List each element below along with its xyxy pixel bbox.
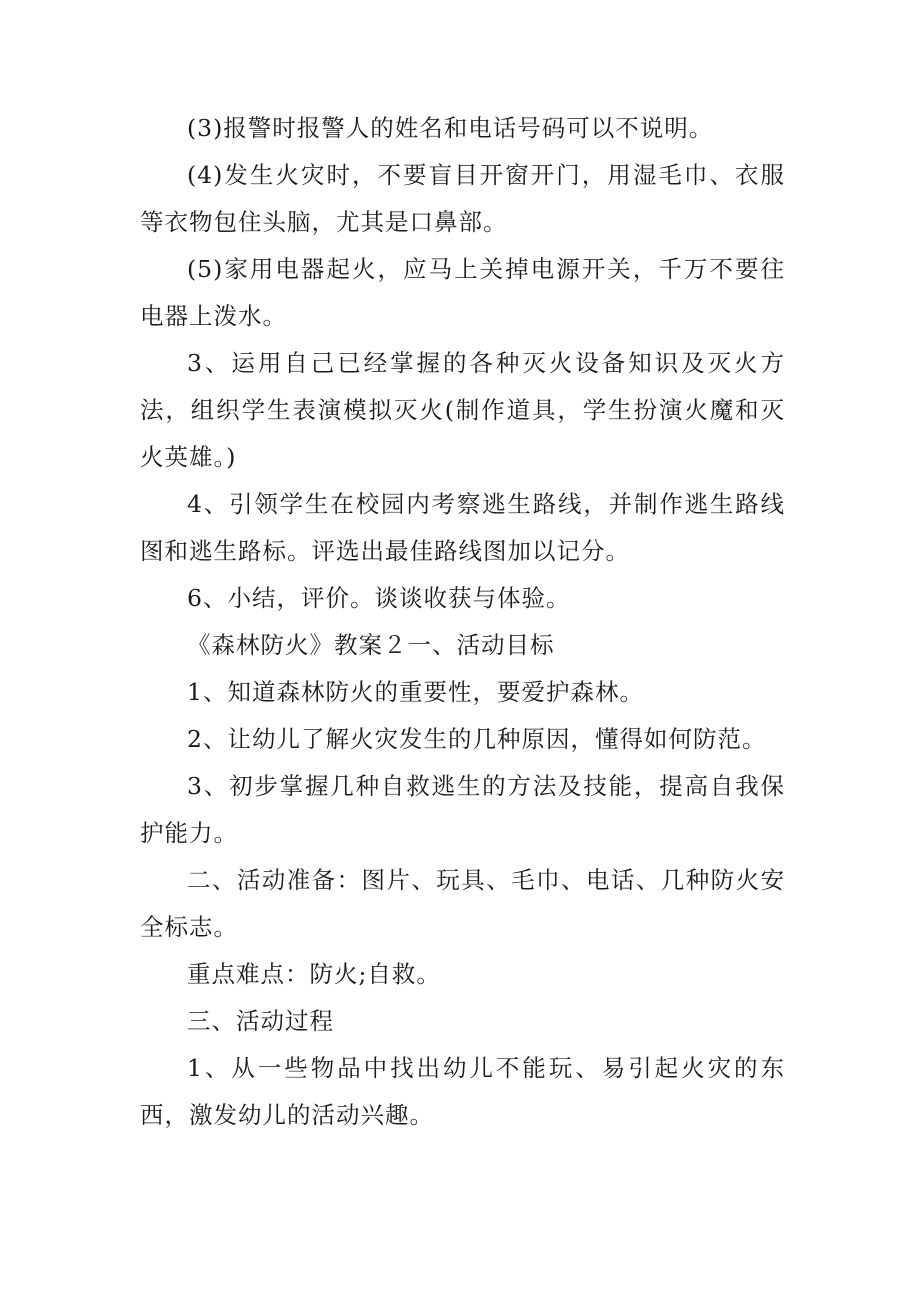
paragraph-appliance-fire-5: (5)家用电器起火，应马上关掉电源开关，千万不要往电器上泼水。 [140, 255, 785, 330]
paragraph-preparation: 二、活动准备：图片、玩具、毛巾、电话、几种防火安全标志。 [140, 866, 785, 941]
paragraph-escape-route: 4、引领学生在校园内考察逃生路线，并制作逃生路线图和逃生路标。评选出最佳路线图加以记分。 [140, 490, 785, 565]
paragraph-goal-2: 2、让幼儿了解火灾发生的几种原因，懂得如何防范。 [187, 725, 767, 753]
paragraph-process-step-1: 1、从一些物品中找出幼儿不能玩、易引起火灾的东西，激发幼儿的活动兴趣。 [140, 1054, 785, 1129]
paragraph-process-heading: 三、活动过程 [187, 1007, 334, 1035]
paragraph-lesson-heading: 《森林防火》教案２一、活动目标 [187, 631, 555, 659]
paragraph-summary: 6、小结，评价。谈谈收获与体验。 [187, 584, 571, 612]
paragraph-firefighting-drill: 3、运用自己已经掌握的各种灭火设备知识及灭火方法，组织学生表演模拟灭火(制作道具，学生扮演火魔和灭火英雄。) [140, 349, 785, 471]
paragraph-goal-1: 1、知道森林防火的重要性，要爱护森林。 [187, 678, 644, 706]
document-body [140, 105, 785, 1139]
paragraph-key-points: 重点难点：防火;自救。 [187, 960, 441, 988]
paragraph-fire-escape-4: (4)发生火灾时，不要盲目开窗开门，用湿毛巾、衣服等衣物包住头脑，尤其是口鼻部。 [140, 161, 785, 236]
paragraph-emergency-call-3: (3)报警时报警人的姓名和电话号码可以不说明。 [187, 114, 714, 142]
paragraph-goal-3: 3、初步掌握几种自救逃生的方法及技能，提高自我保护能力。 [140, 772, 785, 847]
